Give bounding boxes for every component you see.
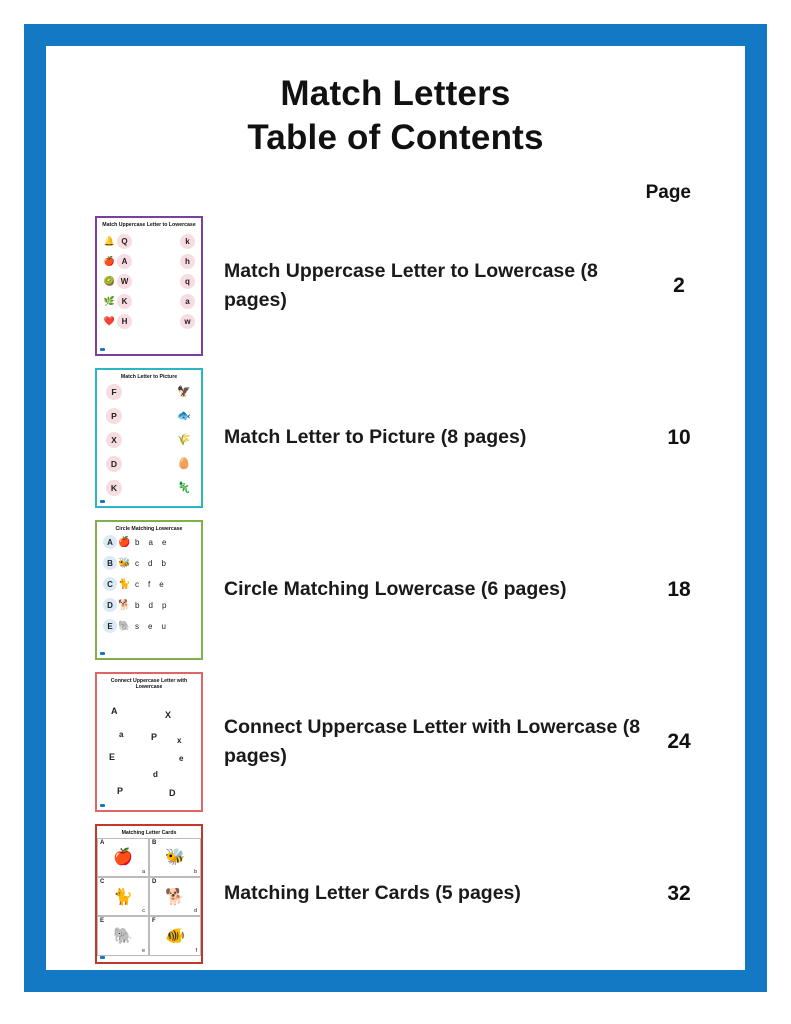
letter-bubble: K <box>117 294 132 309</box>
letter: x <box>177 735 182 745</box>
thumbnail-row <box>97 553 201 574</box>
toc-entry-page-number: 2 <box>673 273 685 297</box>
title-line-1: Match Letters <box>280 74 511 113</box>
letter-options: b a e <box>135 537 170 547</box>
letter-options: s e u <box>135 621 170 631</box>
letter-bubble: C <box>103 577 117 591</box>
worksheet-thumbnail-match-uppercase-to-lowercase[interactable] <box>95 216 203 356</box>
brand-badge <box>100 956 105 959</box>
thumbnail-row <box>97 312 201 332</box>
table-of-contents <box>74 210 717 970</box>
table-row[interactable] <box>74 362 717 514</box>
thumbnail-row <box>97 616 201 637</box>
toc-thumbnail-cell-2[interactable] <box>74 362 224 514</box>
card-uppercase: F <box>152 918 156 925</box>
picture-icon: 🥝 <box>103 276 116 287</box>
thumbnail-row <box>97 595 201 616</box>
letter-bubble: A <box>117 254 132 269</box>
thumbnail-footer <box>97 499 201 505</box>
letter-bubble: D <box>103 598 117 612</box>
thumbnail-title: Circle Matching Lowercase <box>115 525 183 532</box>
letter-card <box>149 838 201 877</box>
letter-bubble: K <box>106 480 122 496</box>
letter: d <box>153 769 158 779</box>
picture-icon: 🌿 <box>103 296 116 307</box>
card-lowercase: b <box>193 869 197 876</box>
card-uppercase: D <box>152 879 157 886</box>
thumbnail-title: Match Letter to Picture <box>120 373 178 380</box>
thumbnail-row <box>97 272 201 292</box>
picture-icon: 🐟 <box>177 410 191 423</box>
letter-bubble: X <box>106 432 122 448</box>
picture-icon: 🐈 <box>118 578 131 590</box>
letter-bubble: A <box>103 535 117 549</box>
letter-bubble: F <box>106 384 122 400</box>
card-picture-icon: 🍎 <box>113 849 133 867</box>
card-picture-icon: 🐝 <box>165 849 185 867</box>
picture-icon: 🐘 <box>118 620 131 632</box>
letter: E <box>109 751 116 762</box>
card-lowercase: f <box>195 947 197 954</box>
footer-note <box>197 804 198 808</box>
letter: X <box>165 709 172 720</box>
card-lowercase: c <box>142 908 145 915</box>
thumbnail-row <box>97 292 201 312</box>
worksheet-thumbnail-circle-matching-lowercase[interactable] <box>95 520 203 660</box>
card-picture-icon: 🐈 <box>113 888 133 906</box>
footer-note <box>197 500 198 504</box>
picture-icon: ❤️ <box>103 316 116 327</box>
table-row[interactable] <box>74 818 717 970</box>
thumbnail-letter-field <box>97 690 201 810</box>
thumbnail-row <box>97 428 201 452</box>
letter: D <box>169 787 176 798</box>
card-picture-icon: 🐕 <box>165 888 185 906</box>
toc-thumbnail-cell-1[interactable] <box>74 210 224 362</box>
card-lowercase: d <box>193 908 197 915</box>
picture-icon: 🍎 <box>103 256 116 267</box>
letter-bubble: a <box>180 294 195 309</box>
thumbnail-rows <box>97 532 201 637</box>
letter: e <box>179 753 184 763</box>
toc-thumbnail-cell-3[interactable] <box>74 514 224 666</box>
toc-entry-label[interactable]: Connect Uppercase Letter with Lowercase (8 pages) <box>224 716 641 767</box>
letter-bubble: h <box>180 254 195 269</box>
letter-bubble: q <box>180 274 195 289</box>
footer-note <box>197 956 198 960</box>
picture-icon: 🥚 <box>177 458 191 471</box>
toc-thumbnail-cell-4[interactable] <box>74 666 224 818</box>
letter-options: c d b <box>135 558 170 568</box>
worksheet-thumbnail-matching-letter-cards[interactable] <box>95 824 203 964</box>
toc-entry-label[interactable]: Match Letter to Picture (8 pages) <box>224 426 527 449</box>
card-uppercase: B <box>152 839 157 846</box>
card-picture-icon: 🐠 <box>165 928 185 946</box>
title-line-2: Table of Contents <box>247 117 544 157</box>
thumbnail-rows <box>97 380 201 500</box>
letter-bubble: W <box>117 274 132 289</box>
card-picture-icon: 🐘 <box>113 928 133 946</box>
picture-icon: 🔔 <box>103 236 116 247</box>
toc-thumbnail-cell-5[interactable] <box>74 818 224 970</box>
thumbnail-row <box>97 452 201 476</box>
picture-icon: 🌾 <box>177 434 191 447</box>
footer-note <box>197 652 198 656</box>
thumbnail-row <box>97 532 201 553</box>
card-lowercase: e <box>141 947 145 954</box>
letter-options: c f e <box>135 579 168 589</box>
card-grid <box>97 838 201 956</box>
letter-bubble: Q <box>117 234 132 249</box>
picture-icon: 🍎 <box>118 536 131 548</box>
thumbnail-row <box>97 476 201 500</box>
letter-bubble: P <box>106 408 122 424</box>
letter-bubble: H <box>117 314 132 329</box>
picture-icon: 🐕 <box>118 599 131 611</box>
brand-badge <box>100 500 105 503</box>
thumbnail-title: Connect Uppercase Letter with Lowercase <box>110 677 188 690</box>
toc-entry-page-number: 10 <box>667 425 691 449</box>
thumbnail-title: Match Uppercase Letter to Lowercase <box>102 221 196 228</box>
thumbnail-row <box>97 252 201 272</box>
toc-entry-page-number: 24 <box>667 729 691 753</box>
letter-card <box>149 877 201 916</box>
thumbnail-row <box>97 232 201 252</box>
picture-icon: 🦅 <box>177 386 191 399</box>
thumbnail-rows <box>97 232 201 332</box>
letter-options: b d p <box>135 600 170 610</box>
brand-badge <box>100 348 105 351</box>
thumbnail-title: Matching Letter Cards <box>121 829 177 836</box>
letter-card <box>97 877 149 916</box>
letter-bubble: D <box>106 456 122 472</box>
toc-entry-page-number: 32 <box>667 881 691 905</box>
table-row[interactable] <box>74 210 717 362</box>
letter-card <box>149 916 201 955</box>
letter: P <box>151 731 158 742</box>
letter-card <box>97 916 149 955</box>
card-uppercase: E <box>100 918 105 925</box>
letter-bubble: k <box>180 234 195 249</box>
letter: A <box>111 705 118 716</box>
letter-bubble: E <box>103 619 117 633</box>
picture-icon: 🦎 <box>177 482 191 495</box>
card-lowercase: a <box>141 869 145 876</box>
card-uppercase: C <box>100 879 105 886</box>
thumbnail-row <box>97 404 201 428</box>
page-title <box>74 72 717 160</box>
thumbnail-footer <box>97 347 201 353</box>
toc-entry-page-number: 18 <box>667 577 691 601</box>
page-column-header: Page <box>645 181 691 203</box>
thumbnail-row <box>97 574 201 595</box>
letter-bubble: w <box>180 314 195 329</box>
thumbnail-footer <box>97 955 201 961</box>
thumbnail-footer <box>97 803 201 809</box>
thumbnail-footer <box>97 651 201 657</box>
letter: P <box>117 785 124 796</box>
letter-card <box>97 838 149 877</box>
table-row[interactable] <box>74 514 717 666</box>
brand-badge <box>100 652 105 655</box>
worksheet-thumbnail-match-letter-to-picture[interactable] <box>95 368 203 508</box>
page-content <box>46 46 745 970</box>
letter: a <box>119 729 124 739</box>
thumbnail-row <box>97 380 201 404</box>
letter-bubble: B <box>103 556 117 570</box>
toc-entry-label[interactable]: Matching Letter Cards (5 pages) <box>224 882 521 905</box>
picture-icon: 🐝 <box>118 557 131 569</box>
footer-note <box>197 348 198 352</box>
card-uppercase: A <box>100 839 105 846</box>
brand-badge <box>100 804 105 807</box>
worksheet-thumbnail-connect-uppercase-with-lowercase[interactable] <box>95 672 203 812</box>
table-row[interactable] <box>74 666 717 818</box>
toc-entry-label[interactable]: Match Uppercase Letter to Lowercase (8 pages) <box>224 260 598 311</box>
toc-entry-label[interactable]: Circle Matching Lowercase (6 pages) <box>224 578 567 601</box>
